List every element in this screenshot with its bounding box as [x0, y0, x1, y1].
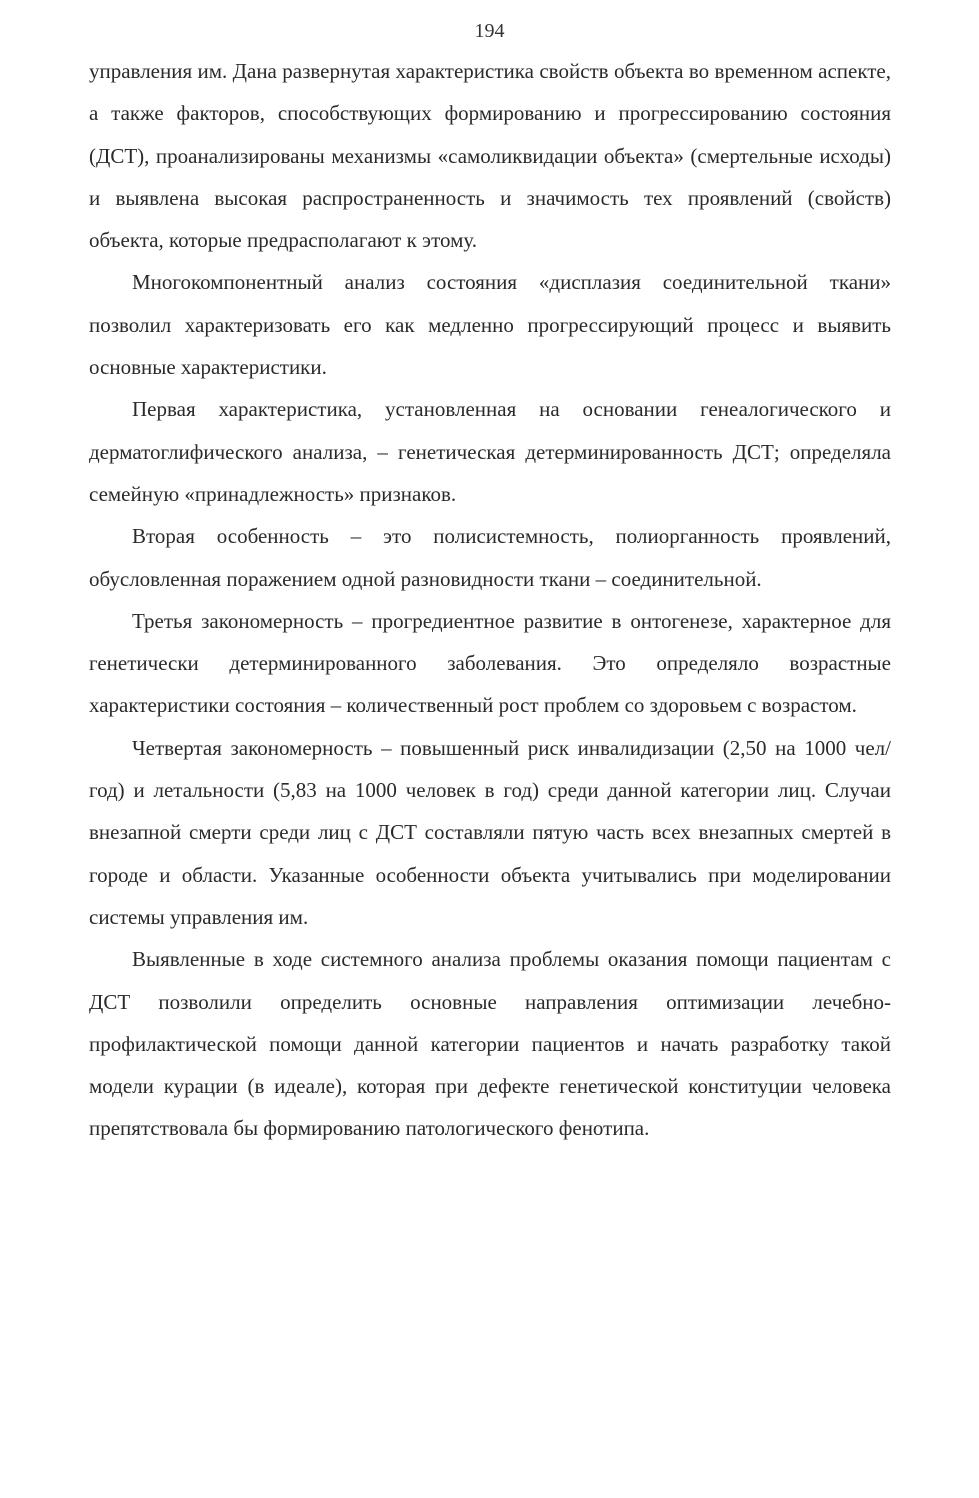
text-body: [89, 50, 891, 1150]
paragraph-2: Многокомпонентный анализ состояния «дисплазия соединительной ткани» позволил характеризовать его как медленно прогрессирующий процесс и выявить основные характеристики.: [89, 270, 891, 380]
paragraph-4: Вторая особенность – это полисистемность, полиорганность проявлений, обусловленная поражением одной разновидности ткани – соединительной.: [89, 524, 891, 591]
paragraph-5: Третья закономерность – прогредиентное развитие в онтогенезе, характерное для генетически детерминированного заболевания. Это определяло возрастные характеристики состояния – количественный рост проблем со здоровьем с возрастом.: [89, 608, 891, 718]
paragraph-7: Выявленные в ходе системного анализа проблемы оказания помощи пациентам с ДСТ позволили определить основные направления оптимизации лечебно-профилактической помощи данной категории пациентов и начать разработку такой модели курации (в идеале), которая при дефекте генетической конституции человека препятствовала бы формированию патологического фенотипа.: [89, 947, 891, 1141]
page-number: 194: [474, 20, 505, 42]
paragraph-3: Первая характеристика, установленная на основании генеалогического и дерматоглифического анализа, – генетическая детерминированность ДСТ; определяла семейную «принадлежность» признаков.: [89, 397, 891, 506]
paragraph-6: Четвертая закономерность – повышенный риск инвалидизации (2,50 на 1000 чел/год) и летальности (5,83 на 1000 человек в год) среди данной категории лиц. Случаи внезапной смерти среди лиц с ДСТ составляли пятую часть всех внезапных смертей в городе и области. Указанные особенности объекта учитывались при моделировании системы управления им.: [89, 735, 891, 929]
paragraph-1: управления им. Дана развернутая характеристика свойств объекта во временном аспекте, а также факторов, способствующих формированию и прогрессированию состояния (ДСТ), проанализированы механизмы «самоликвидации объекта» (смертельные исходы) и выявлена высокая распространенность и значимость тех проявлений (свойств) объекта, которые предрасполагают к этому.: [89, 59, 891, 253]
